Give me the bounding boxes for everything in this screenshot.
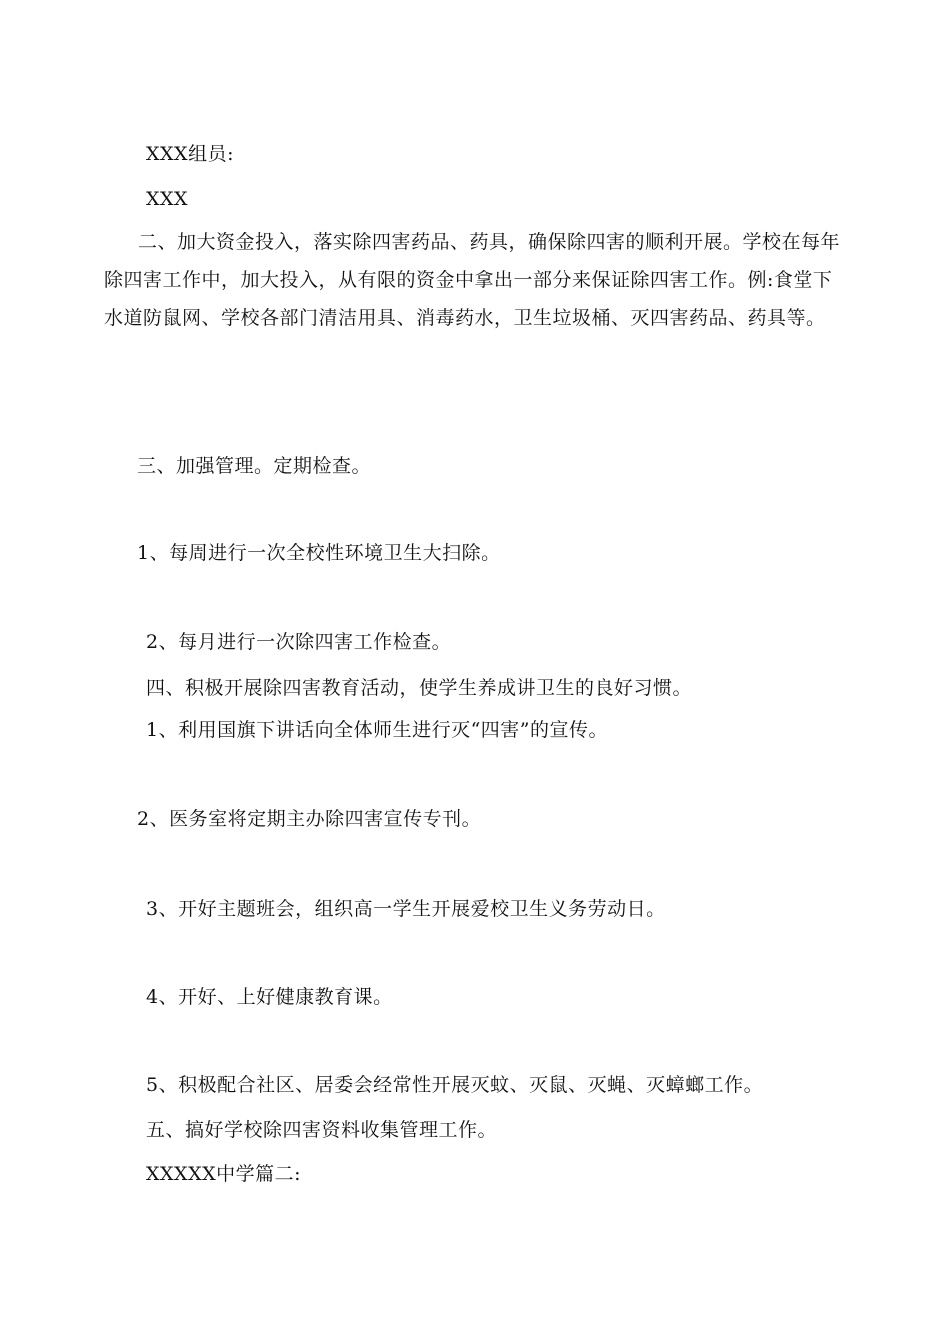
section-two-text: 二、加大资金投入，落实除四害药品、药具，确保除四害的顺利开展。学校在每年除四害工作中，加大投入，从有限的资金中拿出一部分来保证除四害工作。例:食堂下水道防鼠网、学校各部门清洁用具、消毒药水，卫生垃圾桶、灭四害药品、药具等。 (104, 231, 841, 329)
list-item: 5、积极配合社区、居委会经常性开展灭蚊、灭鼠、灭蝇、灭蟑螂工作。 (146, 1074, 764, 1096)
section-two-paragraph (104, 223, 846, 337)
list-item: 2、医务室将定期主办除四害宣传专刊。 (137, 808, 482, 830)
section-four-heading: 四、积极开展除四害教育活动，使学生养成讲卫生的良好习惯。 (146, 677, 693, 699)
section-three-heading: 三、加强管理。定期检查。 (137, 455, 372, 477)
section-five-heading: 五、搞好学校除四害资料收集管理工作。 (146, 1119, 498, 1141)
list-item: 3、开好主题班会，组织高一学生开展爱校卫生义务劳动日。 (146, 898, 666, 920)
list-item: 1、每周进行一次全校性环境卫生大扫除。 (137, 542, 501, 564)
list-item: 4、开好、上好健康教育课。 (146, 986, 393, 1008)
next-article-heading: XXXXX中学篇二: (146, 1163, 302, 1185)
list-item: 2、每月进行一次除四害工作检查。 (146, 631, 452, 653)
member-name: XXX (146, 188, 189, 210)
list-item: 1、利用国旗下讲话向全体师生进行灭“四害”的宣传。 (146, 719, 609, 741)
members-heading: XXX组员: (146, 143, 234, 165)
